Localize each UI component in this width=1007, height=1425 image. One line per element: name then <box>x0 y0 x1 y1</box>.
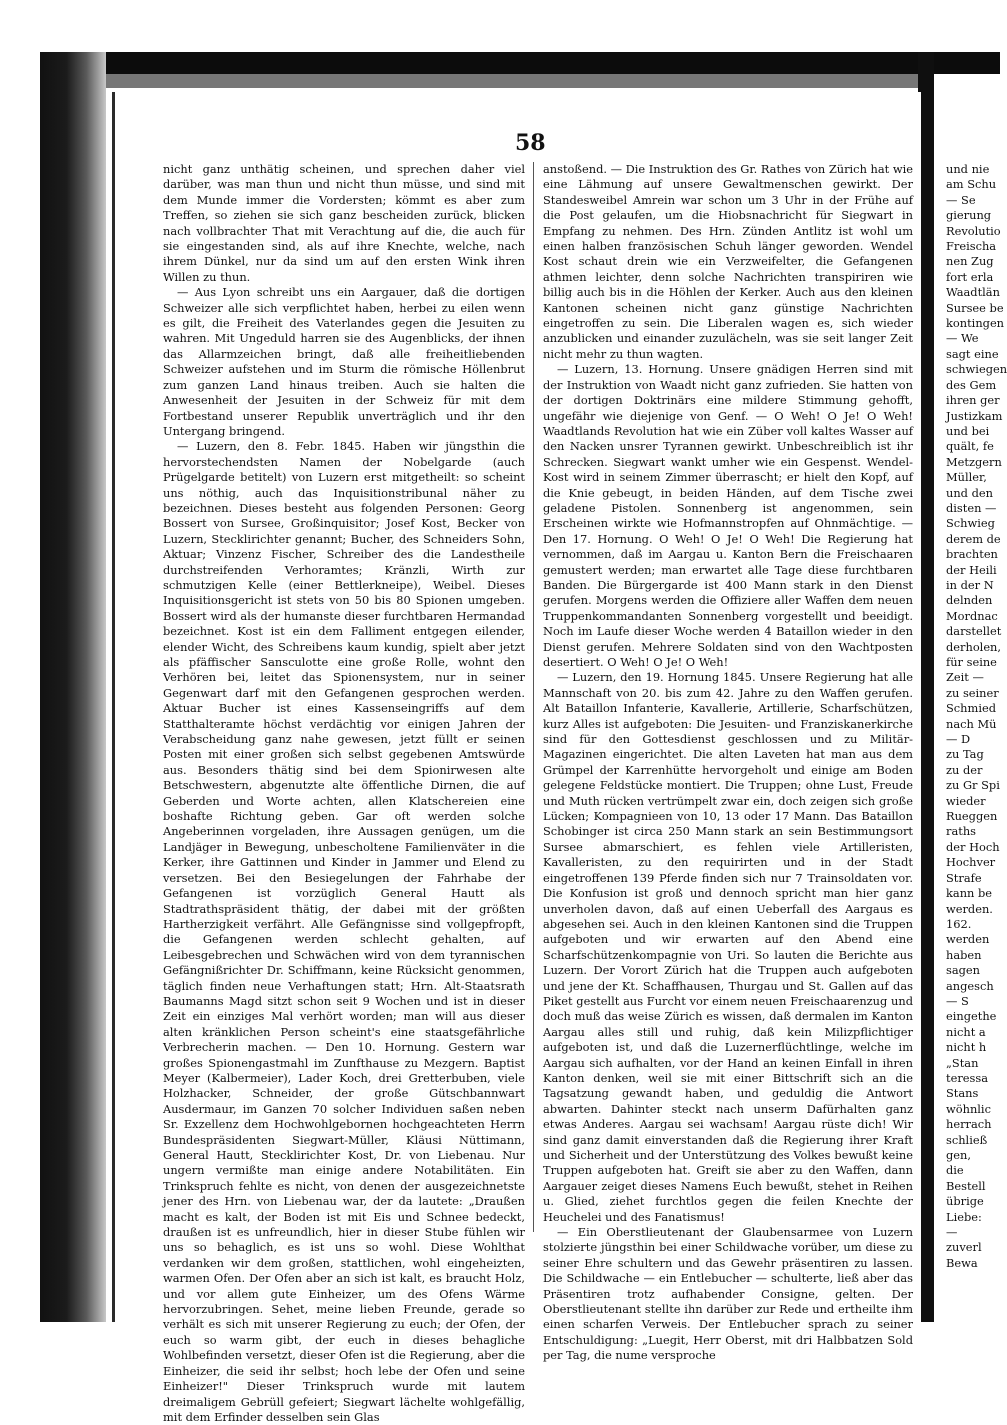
fragment-line: — D <box>946 732 971 747</box>
scan-border-left <box>40 52 106 1322</box>
fragment-line: ihren ger <box>946 393 1000 408</box>
fragment-line: kontingen <box>946 316 1005 331</box>
fragment-line: Mordnac <box>946 608 998 623</box>
paragraph: — Luzern, den 19. Hornung 1845. Unsere Regierung hat alle Mannschaft von 20. bis zum 42. Jahre zu den Waffen gerufen. Alt Bataillon Infanterie, Kavallerie, Artillerie, Scharfschützen, kurz Alles ist aufgeboten: Die Jesuiten- und Franziskanerkirche sind für den Gottesdienst geschlossen und zu Militär-Magazinen eingerichtet. Die alten Laveten hat man aus dem Grümpel der Karrenhütte hervorgeholt und einige am Boden gelegene Feldstücke montiert. Die Truppen; ohne Lust, Freude und Muth rücken vertrümpelt zwar ein, doch zeigen sich große Lücken; Kompagnieen von 10, 13 oder 17 Mann. Das Bataillon Schobinger ist circa 250 Mann stark an sein Bestimmungsort Sursee abmarschiert, es fehlen viele Artilleristen, Kavalleristen, zu den requirirten und in der Stadt eingetroffenen 139 Pferde finden sich nur 7 Trainsoldaten vor. Die Konfusion ist groß und dennoch spricht man hier ganz unverholen davon, daß auf einen Ueberfall des Aargaus es abgesehen sei. Auch in den kleinen Kantonen sind die Truppen aufgeboten und wir erwarten auf den Abend eine Scharfschützenkompagnie von Uri. So lauten die Berichte aus Luzern. Der Vorort Zürich hat die Truppen auch aufgeboten und jene der Kt. Schaffhausen, Thurgau und St. Gallen auf das Piket gestellt aus Furcht vor einem neuen Freischaarenzug und doch muß das weise Zürich es wissen, daß dermalen im Kanton Aargau alles still und ruhig, daß kein Milizpflichtiger aufgeboten ist, und daß die Luzernerflüchtlinge, welche im Aargau sich aufhalten, vor der Hand an keinen Einfall in ihren Kanton denken, weil sie mit einer Bittschrift sich an die Tagsatzung gewandt haben, und geduldig die Antwort abwarten. Dahinter steckt nach unserm Dafürhalten ganz etwas Anderes. Aargau sei wachsam! Aargau rüste dich! Wir sind ganz damit einverstanden daß die Regierung ihrer Kraft und Sicherheit und der Unterstützung des Volkes bewußt keine Truppen aufgeboten hat. Greift sie aber zu den Waffen, dann Aargauer zeiget dieses Namens Euch bewußt, stehet in Reihen u. Glied, ziehet furchtlos gegen die feilen Knechte der Heuchelei und des Fanatismus! <box>543 670 913 1224</box>
fragment-line: Liebe: <box>946 1209 982 1224</box>
paragraph: — Ein Oberstlieutenant der Glaubensarmee von Luzern stolzierte jüngsthin bei einer Schildwache vorüber, um diese zu seiner Ehre schultern und das Gewehr präsentiren zu lassen. Die Schildwache — ein Entlebucher — schulterte, ließ aber das Präsentiren trotz aufhabender Consigne, gelten. Der Oberstlieutenant stellte ihn darüber zur Rede und ertheilte ihm einen scharfen Verweis. Der Entlebucher sprach zu seiner Entschuldigung: „Luegit, Herr Oberst, mit dri Halbbatzen Sold per Tag, die nume versproche <box>543 1225 913 1363</box>
paragraph: anstoßend. — Die Instruktion des Gr. Rathes von Zürich hat wie eine Lähmung auf unsere Gewaltmenschen gewirkt. Der Standesweibel Amrein war schon um 3 Uhr in der Frühe auf die Post gelaufen, um die Hiobsnachricht für Siegwart in Empfang zu nehmen. Des Hrn. Zünden Antlitz ist wohl um einen halben französischen Schuh länger geworden. Wendel Kost schaut drein wie ein Verzweifelter, die Gefangenen athmen leichter, denn solche Nachrichten transpiriren wie billig auch bis in die Höhlen der Kerker. Auch aus den kleinen Kantonen scheinen nicht ganz günstige Nachrichten eingetroffen zu sein. Die Liberalen wagen es, sich wieder anzublicken und einander zuzulächeln, was sie seit langer Zeit nicht mehr zu thun wagten. <box>543 162 913 361</box>
fragment-line: am Schu <box>946 177 997 192</box>
fragment-line: haben <box>946 947 982 962</box>
fragment-line: wieder <box>946 793 986 808</box>
scan-border-top-shadow <box>85 74 920 88</box>
fragment-line: Freischa <box>946 239 997 254</box>
newspaper-page <box>112 92 921 1424</box>
fragment-line: disten — <box>946 500 997 515</box>
fragment-line: Revolutio <box>946 223 1001 238</box>
fragment-line: Hochver <box>946 855 996 870</box>
fragment-line: zu Tag <box>946 747 984 762</box>
fragment-line: nen Zug <box>946 254 994 269</box>
fragment-line: herrach <box>946 1117 992 1132</box>
text-column-right <box>543 162 913 1363</box>
fragment-line: brachten <box>946 547 998 562</box>
fragment-line: zu seiner <box>946 685 999 700</box>
page-number: 58 <box>515 130 546 156</box>
fragment-line: Metzgern <box>946 454 1002 469</box>
fragment-line: des Gem <box>946 377 997 392</box>
fragment-lines <box>934 162 1007 1271</box>
fragment-line: — We <box>946 331 979 346</box>
fragment-line: und den <box>946 485 993 500</box>
fragment-line: zu der <box>946 762 983 777</box>
fragment-line: in der N <box>946 577 994 592</box>
fragment-line: gen, <box>946 1148 971 1162</box>
scan-border-top <box>40 52 1000 74</box>
fragment-line: Schmied <box>946 701 996 716</box>
fragment-line: nicht a <box>946 1024 986 1039</box>
fragment-line: und nie <box>946 162 990 176</box>
next-page-fragment <box>934 92 1007 1322</box>
paragraph: nicht ganz unthätig scheinen, und sprechen daher viel darüber, was man thun und nicht thun müsse, und sind mit dem Munde immer die Vordersten; kömmt es aber zum Treffen, so ziehen sie sich ganz bescheiden zurück, blicken nach vollbrachter That mit Verachtung auf die, die auch für sie eingestanden sind, als auf ihre Knechte, welche, nach ihrem Dünkel, nur da sind um auf den ersten Wink ihren Willen zu thun. <box>163 162 525 284</box>
fragment-line: — S <box>946 993 969 1008</box>
fragment-line: Waadtlän <box>946 285 1000 300</box>
paragraph: — Luzern, 13. Hornung. Unsere gnädigen Herren sind mit der Instruktion von Waadt nicht ganz zufrieden. Sie hatten von der dortigen Doktrinärs eine mildere Stimmung gehofft, ungefähr wie diejenige von Genf. — O Weh! O Je! O Weh! Waadtlands Revolution hat wie ein Züber voll kaltes Wasser auf den Nacken unsrer Tyrannen gewirkt. Unbeschreiblich ist ihr Schrecken. Siegwart wankt umher wie ein Gespenst. Wendel-Kost wird in seinem Zimmer überrascht; er hielt den Kopf, auf die Knie gebeugt, in beiden Händen, auf dem Tische zwei geladene Pistolen. Sonnenberg ist angenommen, sein Erscheinen wirkte wie Hofmannstropfen auf Ohnmächtige. — Den 17. Hornung. O Weh! O Je! O Weh! Die Regierung hat vernommen, daß im Aargau u. Kanton Bern die Freischaaren gemustert werden; man erwartet alle Tage diese furchtbaren Banden. Die Bürgergarde ist 400 Mann stark in den Dienst gerufen. Morgens werden die Offiziere aller Waffen dem neuen Truppenkommandanten Sonnenberg vorgestellt und beeidigt. Noch im Laufe dieser Woche werden 4 Bataillon wieder in den Dienst gerufen. Mehrere Soldaten sind von den Wachtposten desertiert. O Weh! O Je! O Weh! <box>543 362 913 669</box>
column-rule <box>533 162 534 1232</box>
fragment-line: kann be <box>946 886 993 901</box>
fragment-line: Rueggen <box>946 809 998 824</box>
fragment-line: sagen <box>946 963 981 978</box>
fragment-line: die <box>946 1163 964 1178</box>
fragment-line: fort erla <box>946 269 994 284</box>
fragment-line: werden. <box>946 901 993 916</box>
fragment-line: der Heili <box>946 562 997 577</box>
fragment-line: der Hoch <box>946 839 1000 854</box>
fragment-line: und bei <box>946 423 990 438</box>
fragment-line: Stans <box>946 1086 979 1101</box>
fragment-line: Sursee be <box>946 300 1004 315</box>
fragment-line: schwiegen <box>946 362 1007 377</box>
fragment-line: — <box>946 1225 958 1240</box>
fragment-line: angesch <box>946 978 994 993</box>
fragment-line: derem de <box>946 531 1001 546</box>
fragment-line: Schwieg <box>946 516 995 531</box>
fragment-line: gierung <box>946 208 992 223</box>
text-column-left <box>163 162 525 1424</box>
fragment-line: übrige <box>946 1194 984 1209</box>
fragment-line: teressa <box>946 1070 988 1085</box>
fragment-line: zuverl <box>946 1240 982 1255</box>
fragment-line: Strafe <box>946 870 982 885</box>
fragment-line: sagt eine <box>946 346 999 361</box>
fragment-line: nach Mü <box>946 716 997 731</box>
fragment-line: derholen, <box>946 639 1002 654</box>
fragment-line: wöhnlic <box>946 1101 991 1116</box>
fragment-line: für seine <box>946 655 997 669</box>
fragment-line: Müller, <box>946 470 987 485</box>
fragment-line: raths <box>946 824 976 839</box>
fragment-line: 162. <box>946 916 972 931</box>
fragment-line: quält, fe <box>946 439 994 454</box>
fragment-line: Justizkam <box>946 408 1003 423</box>
paragraph: — Luzern, den 8. Febr. 1845. Haben wir jüngsthin die hervorstechendsten Namen der Nobelgarde (auch Prügelgarde betitelt) von Luzern erst mitgetheilt: so scheint uns nöthig, auch das Inquisitionstribunal näher zu bezeichnen. Dieses besteht aus folgenden Personen: Georg Bossert von Sursee, Großinquisitor; Josef Kost, Becker von Luzern, Stecklirichter genannt; Bucher, des Schneiders Sohn, Aktuar; Vinzenz Fischer, Schreiber des die Landestheile durchstreifenden Verhoramtes; Kränzli, Wirth zur schmutzigen Kelle (einer Bettlerkneipe), Weibel. Dieses Inquisitionsgericht ist stets von 50 bis 80 Spionen umgeben. Bossert wird als der humanste dieser furchtbaren Hermandad bezeichnet. Kost ist ein dem Falliment entgegen eilender, elender Wicht, des Schreibens kaum kundig, spielt aber jetzt als pfäffischer Sansculotte eine große Rolle, wohnt den Verhören bei, leitet das Spionensystem, nur in seiner Gegenwart darf mit den Gefangenen gesprochen werden. Aktuar Bucher ist eines Kassenseingriffs auf dem Statthalteramte höchst verdächtig vor einigen Jahren der Verabscheidung ganz nahe gewesen, jetzt füllt er seinen Posten mit einer großen sich selbst gegebenen Amtswürde aus. Besonders thätig sind bei dem Spionirwesen alte Betschwestern, abgenutzte alte öffentliche Dirnen, die auf Geberden und Worte achten, allen Klatschereien eine boshafte Richtung geben. Gar oft werden solche Angeberinnen vorgeladen, ihre Aussagen genügen, um die Landjäger in Bewegung, unbescholtene Familienväter in die Kerker, ihre Gattinnen und Kinder in Jammer und Elend zu versetzen. Bei den Besiegelungen der Fahrhabe der Gefangenen ist vorzüglich General Hautt als Stadtrathspräsident thätig, der dabei mit der größten Hartherzigkeit verfährt. Alle Gefängnisse sind vollgepfropft, die Gefangenen werden schlecht gehalten, auf Leibesgebrechen und Schwächen wird von dem tyrannischen Gefängnißrichter Dr. Schiffmann, keine Rücksicht genommen, täglich finden neue Verhaftungen statt; Hrn. Alt-Staatsrath Baumanns Magd sitzt schon seit 9 Wochen und ist in dieser Zeit ein einziges Mal verhört worden; man will aus dieser alten kränklichen Person scheint's eine staatsgefährliche Verbrecherin machen. — Den 10. Hornung. Gestern war großes Spionengastmahl im Zunfthause zu Mezgern. Baptist Meyer (Kalbermeier), Lader Koch, drei Gretterbuben, viele Holzhacker, Schneider, der große Gütschbannwart Ausdermaur, im Ganzen 70 solcher Individuen saßen neben Sr. Exzellenz dem Hochwohlgebornen hochgeachteten Herrn Bundespräsidenten Siegwart-Müller, Kläusi Nüttimann, General Hautt, Stecklirichter Kost, Dr. von Liebenau. Nur ungern vermißte man einige andere Notabilitäten. Ein Trinkspruch fehlte es nicht, von denen der ausgezeichnetste jener des Hrn. von Liebenau war, der da lautete: „Draußen macht es kalt, der Boden ist mit Eis und Schnee bedeckt, draußen ist es unfreundlich, hier in dieser Stube fühlen wir uns so behaglich, es ist uns so wohl. Diese Wohlthat verdanken wir dem großen, stattlichen, wohl eingeheizten, warmen Ofen. Der Ofen aber an sich ist kalt, es braucht Holz, und vor allem gute Einheizer, um des Ofens Wärme hervorzubringen. Sehet, meine lieben Freunde, gerade so verhält es sich mit unserer Regierung zu euch; der Ofen, der euch so warm gibt, der euch in dieses behagliche Wohlbefinden versetzt, dieser Ofen ist die Regierung, aber die Einheizer, die seid ihr selbst; hoch lebe der Ofen und seine Einheizer!" Dieser Trinkspruch wurde mit lautem dreimaligem Gebrüll gefeiert; Siegwart lächelte wohlgefällig, mit dem Erfinder desselben sein Glas <box>163 439 525 1424</box>
fragment-line: darstellet <box>946 624 1002 639</box>
fragment-line: schließ <box>946 1132 988 1147</box>
fragment-line: Zeit — <box>946 670 984 685</box>
paragraph: — Aus Lyon schreibt uns ein Aargauer, daß die dortigen Schweizer alle sich verpflichtet haben, herbei zu eilen wenn es gilt, die Freiheit des Vaterlandes gegen die Jesuiten zu wahren. Mit Ungeduld harren sie des Augenblicks, der ihnen das Allarmzeichen bringt, daß alle freiheitliebenden Schweizer aufstehen und im Sturm die römische Höllenbrut zum ganzen Land hinaus treiben. Auch sie halten die Anwesenheit der Jesuiten in der Schweiz für mit dem Fortbestand unserer Republik unverträglich und ihr den Untergang bringend. <box>163 285 525 438</box>
fragment-line: Bestell <box>946 1178 986 1193</box>
fragment-line: zu Gr Spi <box>946 778 1000 793</box>
fragment-line: delnden <box>946 593 993 608</box>
fragment-line: Bewa <box>946 1255 978 1270</box>
fragment-line: werden <box>946 932 990 947</box>
fragment-line: „Stan <box>946 1055 979 1070</box>
fragment-line: eingethe <box>946 1009 997 1024</box>
fragment-line: — Se <box>946 192 976 207</box>
fragment-line: nicht h <box>946 1040 987 1055</box>
